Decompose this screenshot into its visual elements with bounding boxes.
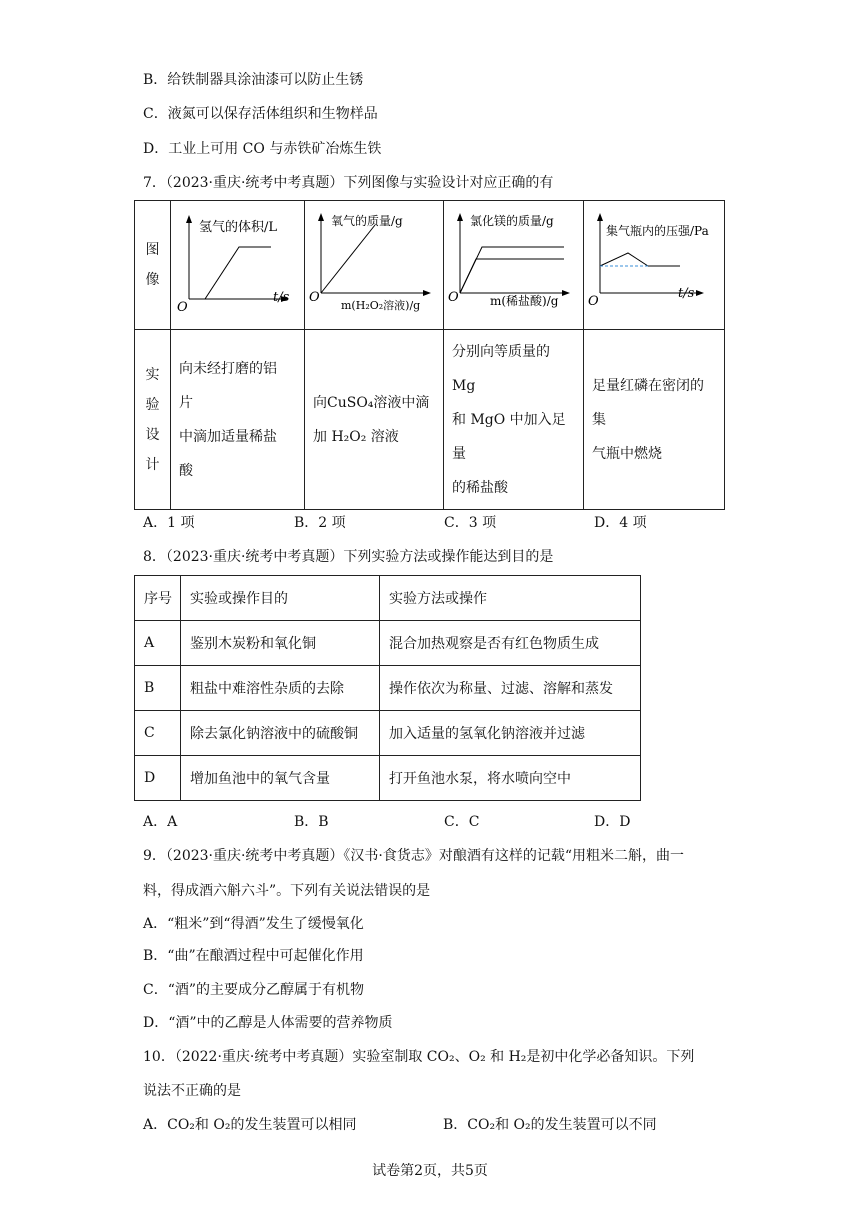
q6-option-b: B．给铁制器具涂油漆可以防止生锈 <box>143 72 364 88</box>
q10-stem-line2: 说法不正确的是 <box>143 1083 241 1099</box>
q8-option-b[interactable]: B．B <box>294 814 329 830</box>
q10-option-b[interactable]: B．CO₂和 O₂的发生装置可以不同 <box>443 1117 657 1133</box>
table-row: D 增加鱼池中的氧气含量 打开鱼池水泵，将水喷向空中 <box>135 756 641 801</box>
graph1-xlabel: t/s <box>273 290 290 305</box>
graph4-origin: O <box>588 294 599 309</box>
graph3-ylabel: 氯化镁的质量/g <box>470 214 554 228</box>
q7-option-c[interactable]: C．3 项 <box>444 515 497 531</box>
graph-pressure <box>584 201 724 325</box>
q8-header-method: 实验方法或操作 <box>380 576 641 621</box>
q7-row-label-image: 图 像 <box>135 201 171 330</box>
graph1-ylabel: 氢气的体积/L <box>199 220 278 235</box>
table-row: C 除去氯化钠溶液中的硫酸铜 加入适量的氢氧化钠溶液并过滤 <box>135 711 641 756</box>
q7-stem: 7．（2023·重庆·统考中考真题）下列图像与实验设计对应正确的有 <box>143 175 554 191</box>
q7-graph-1 <box>171 201 305 330</box>
graph3-xlabel: m(稀盐酸)/g <box>490 294 559 308</box>
q7-graph-2 <box>305 201 444 330</box>
graph1-origin: O <box>177 300 188 315</box>
q9-option-b[interactable]: B．“曲”在酿酒过程中可起催化作用 <box>143 948 364 964</box>
q8-header-purpose: 实验或操作目的 <box>181 576 380 621</box>
q7-row-label-design: 实 验 设 计 <box>135 330 171 510</box>
q6-option-c: C．液氮可以保存活体组织和生物样品 <box>143 106 378 122</box>
q7-table <box>134 200 725 510</box>
q9-option-d[interactable]: D．“酒”中的乙醇是人体需要的营养物质 <box>143 1015 393 1031</box>
q8-table <box>134 575 641 801</box>
q9-option-c[interactable]: C．“酒”的主要成分乙醇属于有机物 <box>143 982 365 998</box>
q7-design-1: 向未经打磨的铝 片 中滴加适量稀盐 酸 <box>171 330 305 510</box>
graph-hydrogen-volume <box>171 201 304 325</box>
graph2-ylabel: 氧气的质量/g <box>331 214 403 228</box>
graph4-xlabel: t/s <box>678 286 695 301</box>
q8-option-a[interactable]: A．A <box>143 814 178 830</box>
q7-graph-3 <box>444 201 584 330</box>
q8-header-index: 序号 <box>135 576 181 621</box>
q6-option-d: D．工业上可用 CO 与赤铁矿冶炼生铁 <box>143 141 382 157</box>
q9-stem-line1: 9．（2023·重庆·统考中考真题）《汉书·食货志》对酿酒有这样的记载“用粗米二斛，曲一 <box>143 848 685 864</box>
table-row: A 鉴别木炭粉和氧化铜 混合加热观察是否有红色物质生成 <box>135 621 641 666</box>
graph4-ylabel: 集气瓶内的压强/Pa <box>606 224 709 238</box>
page-footer: 试卷第2页，共5页 <box>372 1163 488 1179</box>
q9-stem-line2: 料，得成酒六斛六斗”。下列有关说法错误的是 <box>143 883 431 899</box>
graph2-origin: O <box>309 290 320 305</box>
q7-graph-4 <box>584 201 725 330</box>
table-row: B 粗盐中难溶性杂质的去除 操作依次为称量、过滤、溶解和蒸发 <box>135 666 641 711</box>
graph-oxygen-mass <box>305 201 443 325</box>
q7-option-d[interactable]: D．4 项 <box>594 515 647 531</box>
q8-option-d[interactable]: D．D <box>594 814 631 830</box>
q7-option-a[interactable]: A．1 项 <box>143 515 195 531</box>
graph3-origin: O <box>448 290 459 305</box>
q7-design-2: 向CuSO₄溶液中滴 加 H₂O₂ 溶液 <box>305 330 444 510</box>
q7-design-3: 分别向等质量的 Mg 和 MgO 中加入足 量 的稀盐酸 <box>444 330 584 510</box>
q7-design-4: 足量红磷在密闭的 集 气瓶中燃烧 <box>584 330 725 510</box>
q10-option-a[interactable]: A．CO₂和 O₂的发生装置可以相同 <box>143 1117 357 1133</box>
q8-stem: 8．（2023·重庆·统考中考真题）下列实验方法或操作能达到目的是 <box>143 549 554 565</box>
graph-magnesium-chloride-mass <box>444 201 583 325</box>
q10-stem-line1: 10．（2022·重庆·统考中考真题）实验室制取 CO₂、O₂ 和 H₂是初中化学必备知识。下列 <box>143 1049 695 1065</box>
graph2-xlabel: m(H₂O₂溶液)/g <box>341 299 421 312</box>
q7-option-b[interactable]: B．2 项 <box>294 515 346 531</box>
q8-option-c[interactable]: C．C <box>444 814 480 830</box>
q9-option-a[interactable]: A．“粗米”到“得酒”发生了缓慢氧化 <box>143 916 364 932</box>
